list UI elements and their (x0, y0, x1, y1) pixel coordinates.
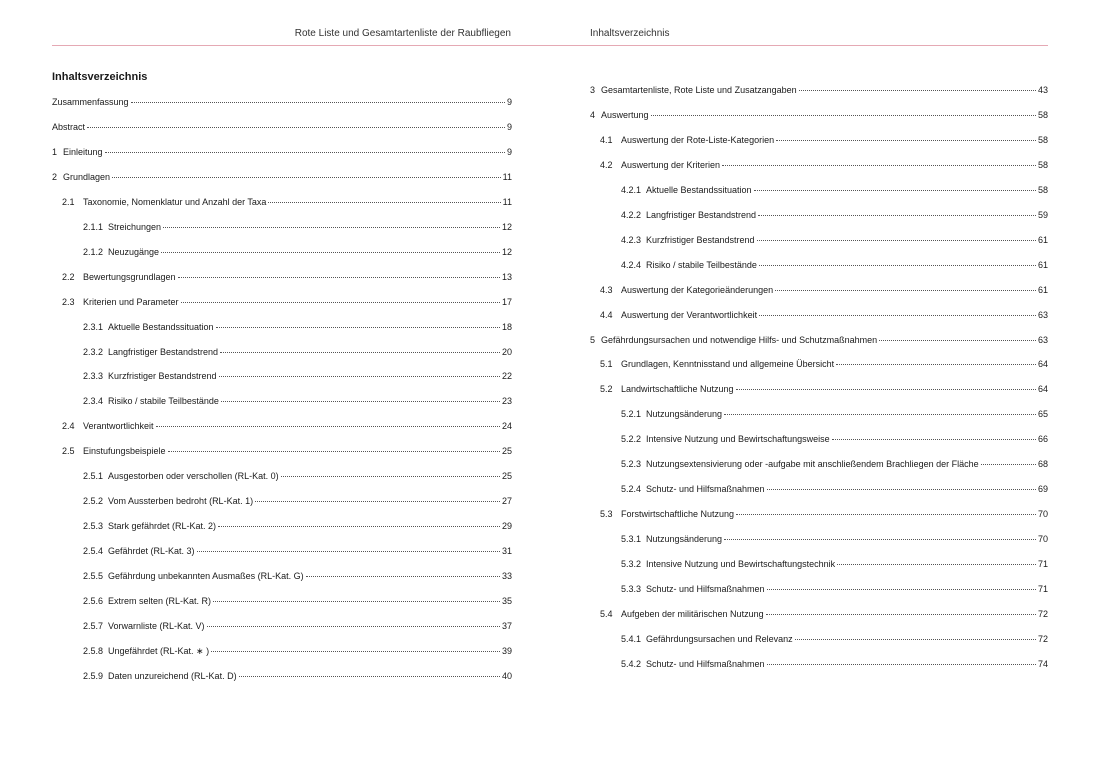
toc-entry-page: 66 (1037, 434, 1048, 445)
toc-entry-title: Intensive Nutzung und Bewirtschaftungsweise (646, 434, 830, 445)
toc-entry-number: 2.5.7 (83, 620, 104, 631)
toc-dot-leader (724, 538, 1036, 540)
toc-entry[interactable] (621, 633, 1048, 645)
toc-entry-number: 2.3.2 (83, 346, 104, 357)
toc-entry-page: 25 (501, 471, 512, 482)
toc-entry-number: 5.4.2 (621, 658, 642, 669)
toc-entry-number: 2.4 (62, 421, 75, 432)
toc-dot-leader (178, 276, 500, 278)
toc-entry-page: 63 (1037, 309, 1048, 320)
toc-entry[interactable] (600, 608, 1048, 620)
toc-entry[interactable] (600, 383, 1048, 395)
toc-entry-number: 5.3.3 (621, 584, 642, 594)
toc-entry-title: Einleitung (63, 146, 103, 157)
running-head-title: Rote Liste und Gesamtartenliste der Raubfliegen (294, 28, 511, 39)
toc-dot-leader (981, 463, 1036, 465)
toc-dot-leader (832, 438, 1036, 440)
toc-entry[interactable] (62, 445, 512, 457)
toc-entry[interactable] (83, 246, 512, 258)
toc-entry-title: Langfristiger Bestandstrend (646, 209, 757, 220)
toc-entry-page: 9 (506, 121, 512, 132)
toc-entry-page: 13 (501, 271, 512, 282)
toc-dot-leader (213, 600, 500, 602)
toc-entry[interactable] (83, 370, 512, 382)
toc-entry-title: Zusammenfassung (52, 97, 129, 107)
toc-entry-page: 43 (1037, 85, 1048, 95)
toc-entry[interactable] (62, 196, 512, 208)
toc-entry-number: 5.1 (600, 359, 613, 370)
toc-entry-title: Schutz- und Hilfsmaßnahmen (646, 484, 765, 495)
toc-entry-title: Daten unzureichend (RL-Kat. D) (108, 670, 237, 681)
toc-dot-leader (221, 400, 500, 402)
toc-entry-page: 9 (506, 97, 512, 107)
toc-entry-number: 2.2 (62, 271, 75, 282)
toc-entry-title: Forstwirtschaftliche Nutzung (621, 509, 735, 520)
toc-entry-title: Grundlagen, Kenntnisstand und allgemeine Übersicht (621, 359, 835, 370)
toc-entry-title: Gefährdet (RL-Kat. 3) (108, 546, 195, 557)
toc-dot-leader (218, 525, 500, 527)
toc-entry-number: 2.5.3 (83, 521, 104, 532)
toc-title: Inhaltsverzeichnis (52, 71, 148, 83)
toc-entry-number: 3 (590, 85, 596, 95)
toc-entry-page: 59 (1037, 209, 1048, 220)
toc-entry-number: 2.5.4 (83, 546, 104, 557)
toc-entry-page: 71 (1037, 559, 1048, 570)
toc-entry-page: 69 (1037, 484, 1048, 495)
running-head-section: Inhaltsverzeichnis (590, 28, 670, 39)
toc-entry[interactable] (590, 84, 1048, 96)
toc-entry[interactable] (83, 395, 512, 407)
toc-entry-number: 2.5 (62, 446, 75, 457)
toc-entry[interactable] (83, 570, 512, 582)
toc-entry[interactable] (83, 221, 512, 233)
toc-dot-leader (281, 475, 500, 477)
toc-entry-title: Ungefährdet (RL-Kat. ∗ ) (108, 645, 210, 656)
toc-entry[interactable] (600, 134, 1048, 146)
toc-entry-title: Schutz- und Hilfsmaßnahmen (646, 584, 765, 594)
toc-entry-number: 5.4.1 (621, 633, 642, 644)
toc-entry[interactable] (83, 645, 512, 657)
toc-entry-page: 11 (502, 171, 512, 182)
toc-entry-page: 12 (501, 221, 512, 232)
toc-entry-title: Stark gefährdet (RL-Kat. 2) (108, 521, 217, 532)
toc-dot-leader (722, 164, 1036, 166)
toc-entry-page: 40 (501, 670, 512, 681)
toc-dot-leader (87, 126, 505, 128)
toc-entry[interactable] (62, 271, 512, 283)
toc-entry-title: Taxonomie, Nomenklatur und Anzahl der Taxa (83, 196, 267, 207)
toc-entry-page: 27 (501, 496, 512, 507)
toc-entry-page: 29 (501, 521, 512, 532)
toc-entry-number: 2.5.1 (83, 471, 104, 482)
toc-entry[interactable] (621, 234, 1048, 246)
toc-dot-leader (163, 226, 500, 228)
toc-entry-number: 5.3.2 (621, 559, 642, 570)
toc-entry-page: 20 (501, 346, 512, 357)
toc-entry-page: 72 (1037, 633, 1048, 644)
toc-entry-page: 63 (1037, 334, 1048, 345)
toc-entry-title: Aktuelle Bestandssituation (646, 184, 752, 195)
toc-dot-leader (767, 663, 1036, 665)
toc-entry-page: 70 (1037, 534, 1048, 545)
toc-entry[interactable] (52, 171, 512, 183)
toc-entry-number: 2.3.3 (83, 371, 104, 382)
toc-entry-number: 2.3.1 (83, 321, 104, 332)
toc-entry-title: Gefährdungsursachen und Relevanz (646, 633, 793, 644)
toc-entry-title: Grundlagen (63, 171, 111, 182)
toc-entry[interactable] (83, 595, 512, 607)
toc-dot-leader (181, 301, 500, 303)
toc-entry[interactable] (83, 670, 512, 682)
toc-entry-number: 2.5.2 (83, 496, 104, 507)
toc-entry[interactable] (83, 520, 512, 532)
toc-entry-page: 22 (501, 371, 512, 382)
toc-entry-number: 5 (590, 334, 596, 345)
toc-entry-page: 72 (1037, 608, 1048, 619)
toc-dot-leader (758, 214, 1036, 216)
toc-entry-title: Kurzfristiger Bestandstrend (108, 371, 217, 382)
toc-entry-number: 2.1.1 (83, 221, 104, 232)
toc-entry-page: 70 (1037, 509, 1048, 520)
toc-entry-title: Kriterien und Parameter (83, 296, 179, 307)
toc-entry-title: Langfristiger Bestandstrend (108, 346, 219, 357)
toc-entry-page: 24 (501, 421, 512, 432)
toc-entry-page: 58 (1037, 159, 1048, 170)
toc-entry-title: Auswertung (601, 109, 649, 120)
toc-dot-leader (161, 251, 500, 253)
toc-entry-title: Bewertungsgrundlagen (83, 271, 176, 282)
toc-entry-title: Ausgestorben oder verschollen (RL-Kat. 0) (108, 471, 279, 482)
toc-dot-leader (795, 638, 1036, 640)
toc-entry-page: 11 (502, 196, 512, 207)
toc-entry-title: Aufgeben der militärischen Nutzung (621, 608, 764, 619)
toc-dot-leader (776, 139, 1036, 141)
toc-entry[interactable] (621, 458, 1048, 470)
toc-entry-title: Landwirtschaftliche Nutzung (621, 384, 734, 395)
toc-entry[interactable] (621, 408, 1048, 420)
toc-entry-page: 61 (1037, 234, 1048, 245)
toc-entry-number: 5.2.4 (621, 484, 642, 495)
toc-entry-number: 4.2 (600, 159, 613, 170)
toc-entry[interactable] (83, 495, 512, 507)
toc-entry-page: 33 (501, 571, 512, 582)
toc-entry-title: Vorwarnliste (RL-Kat. V) (108, 620, 205, 631)
toc-entry-title: Auswertung der Kategorieänderungen (621, 284, 774, 295)
toc-entry-page: 61 (1037, 284, 1048, 295)
toc-dot-leader (724, 413, 1036, 415)
toc-dot-leader (836, 363, 1036, 365)
toc-dot-leader (255, 500, 500, 502)
toc-entry[interactable] (621, 533, 1048, 545)
toc-entry-number: 5.2.3 (621, 459, 642, 470)
toc-dot-leader (757, 239, 1036, 241)
toc-entry[interactable] (621, 583, 1048, 595)
toc-entry[interactable] (621, 483, 1048, 495)
toc-entry-number: 2.5.5 (83, 571, 104, 582)
toc-entry[interactable] (52, 96, 512, 108)
toc-entry-page: 31 (501, 546, 512, 557)
toc-dot-leader (268, 201, 500, 203)
toc-entry-number: 5.2.1 (621, 409, 642, 420)
toc-dot-leader (156, 425, 500, 427)
toc-entry-title: Nutzungsextensivierung oder -aufgabe mit anschließendem Brachliegen der Fläche (646, 459, 979, 470)
toc-entry-title: Gefährdungsursachen und notwendige Hilfs- und Schutzmaßnahmen (601, 334, 878, 345)
toc-entry-title: Verantwortlichkeit (83, 421, 154, 432)
toc-entry[interactable] (52, 121, 512, 133)
toc-dot-leader (651, 114, 1036, 116)
toc-entry[interactable] (621, 259, 1048, 271)
toc-entry-title: Kurzfristiger Bestandstrend (646, 234, 755, 245)
toc-entry[interactable] (621, 658, 1048, 670)
toc-entry-number: 2.1.2 (83, 246, 104, 257)
toc-entry-title: Vom Aussterben bedroht (RL-Kat. 1) (108, 496, 254, 507)
toc-entry-title: Extrem selten (RL-Kat. R) (108, 596, 212, 606)
toc-entry-number: 4.4 (600, 309, 613, 320)
toc-entry-number: 4.3 (600, 284, 613, 295)
toc-dot-leader (736, 388, 1036, 390)
toc-entry-title: Neuzugänge (108, 246, 160, 257)
toc-entry-number: 2.3.4 (83, 396, 104, 407)
toc-entry-number: 5.3.1 (621, 534, 642, 545)
toc-entry-title: Risiko / stabile Teilbestände (108, 396, 219, 407)
toc-dot-leader (837, 563, 1036, 565)
toc-entry-title: Gefährdung unbekannten Ausmaßes (RL-Kat. G) (108, 571, 304, 582)
toc-entry[interactable] (600, 508, 1048, 520)
toc-entry[interactable] (621, 184, 1048, 196)
toc-entry-title: Auswertung der Rote-Liste-Kategorien (621, 134, 775, 145)
toc-entry[interactable] (62, 420, 512, 432)
toc-entry-page: 65 (1037, 409, 1048, 420)
toc-entry-page: 35 (501, 596, 512, 606)
toc-entry-page: 25 (501, 446, 512, 457)
toc-dot-leader (767, 588, 1036, 590)
toc-dot-leader (754, 189, 1036, 191)
toc-entry-page: 37 (501, 620, 512, 631)
toc-entry-page: 12 (501, 246, 512, 257)
toc-entry-title: Streichungen (108, 221, 162, 232)
toc-entry-number: 2.1 (62, 196, 75, 207)
toc-entry-number: 5.4 (600, 608, 613, 619)
toc-dot-leader (131, 101, 505, 103)
toc-entry-number: 2.3 (62, 296, 75, 307)
toc-entry-number: 2.5.9 (83, 670, 104, 681)
toc-entry[interactable] (590, 109, 1048, 121)
toc-entry-page: 64 (1037, 384, 1048, 395)
toc-entry-number: 4.2.1 (621, 184, 642, 195)
toc-entry-page: 61 (1037, 259, 1048, 270)
toc-entry-title: Auswertung der Kriterien (621, 159, 721, 170)
toc-dot-leader (767, 488, 1036, 490)
toc-entry[interactable] (600, 309, 1048, 321)
toc-dot-leader (759, 264, 1036, 266)
toc-dot-leader (766, 613, 1036, 615)
toc-entry-number: 2.5.6 (83, 596, 104, 606)
toc-dot-leader (239, 675, 500, 677)
toc-entry-title: Gesamtartenliste, Rote Liste und Zusatzangaben (601, 85, 797, 95)
toc-dot-leader (219, 375, 500, 377)
toc-entry-page: 18 (501, 321, 512, 332)
toc-dot-leader (306, 575, 500, 577)
toc-dot-leader (168, 450, 500, 452)
toc-entry-number: 2 (52, 171, 58, 182)
toc-dot-leader (759, 314, 1036, 316)
toc-entry-number: 5.3 (600, 509, 613, 520)
toc-entry-number: 5.2.2 (621, 434, 642, 445)
toc-entry-page: 23 (501, 396, 512, 407)
toc-entry-title: Auswertung der Verantwortlichkeit (621, 309, 758, 320)
toc-entry[interactable] (62, 296, 512, 308)
toc-entry-page: 58 (1037, 134, 1048, 145)
toc-entry-title: Nutzungsänderung (646, 534, 723, 545)
header-rule (52, 45, 1048, 46)
toc-entry-title: Schutz- und Hilfsmaßnahmen (646, 658, 765, 669)
toc-entry[interactable] (600, 284, 1048, 296)
toc-dot-leader (105, 151, 505, 153)
toc-dot-leader (736, 513, 1036, 515)
toc-dot-leader (216, 326, 500, 328)
toc-entry-page: 64 (1037, 359, 1048, 370)
toc-entry-number: 4.1 (600, 134, 613, 145)
toc-entry-title: Abstract (52, 121, 86, 132)
toc-entry-title: Einstufungsbeispiele (83, 446, 166, 457)
toc-entry[interactable] (621, 433, 1048, 445)
toc-dot-leader (879, 339, 1036, 341)
toc-entry[interactable] (83, 545, 512, 557)
toc-entry-page: 9 (506, 146, 512, 157)
toc-entry-number: 1 (52, 146, 58, 157)
toc-entry-number: 4.2.3 (621, 234, 642, 245)
toc-entry-number: 4.2.4 (621, 259, 642, 270)
toc-entry-page: 68 (1037, 459, 1048, 470)
toc-entry[interactable] (621, 558, 1048, 570)
toc-dot-leader (112, 176, 501, 178)
toc-entry-number: 5.2 (600, 384, 613, 395)
toc-dot-leader (211, 650, 500, 652)
toc-entry[interactable] (600, 159, 1048, 171)
toc-entry[interactable] (83, 321, 512, 333)
toc-dot-leader (220, 351, 500, 353)
toc-entry-page: 71 (1037, 584, 1048, 594)
toc-entry-number: 4 (590, 109, 596, 120)
toc-entry-title: Nutzungsänderung (646, 409, 723, 420)
toc-entry[interactable] (600, 358, 1048, 370)
toc-entry-page: 17 (501, 296, 512, 307)
toc-dot-leader (197, 550, 500, 552)
toc-entry[interactable] (83, 346, 512, 358)
toc-entry[interactable] (83, 470, 512, 482)
toc-entry[interactable] (52, 146, 512, 158)
toc-entry-number: 4.2.2 (621, 209, 642, 220)
toc-entry[interactable] (621, 209, 1048, 221)
toc-entry-page: 39 (501, 645, 512, 656)
toc-entry-number: 2.5.8 (83, 645, 104, 656)
toc-entry-page: 58 (1037, 184, 1048, 195)
toc-dot-leader (207, 625, 500, 627)
toc-entry-title: Intensive Nutzung und Bewirtschaftungstechnik (646, 559, 836, 570)
toc-dot-leader (799, 89, 1036, 91)
toc-dot-leader (775, 289, 1036, 291)
toc-entry-page: 58 (1037, 109, 1048, 120)
toc-entry[interactable] (83, 620, 512, 632)
toc-entry[interactable] (590, 334, 1048, 346)
toc-entry-page: 74 (1037, 658, 1048, 669)
toc-entry-title: Risiko / stabile Teilbestände (646, 259, 757, 270)
toc-entry-title: Aktuelle Bestandssituation (108, 321, 214, 332)
